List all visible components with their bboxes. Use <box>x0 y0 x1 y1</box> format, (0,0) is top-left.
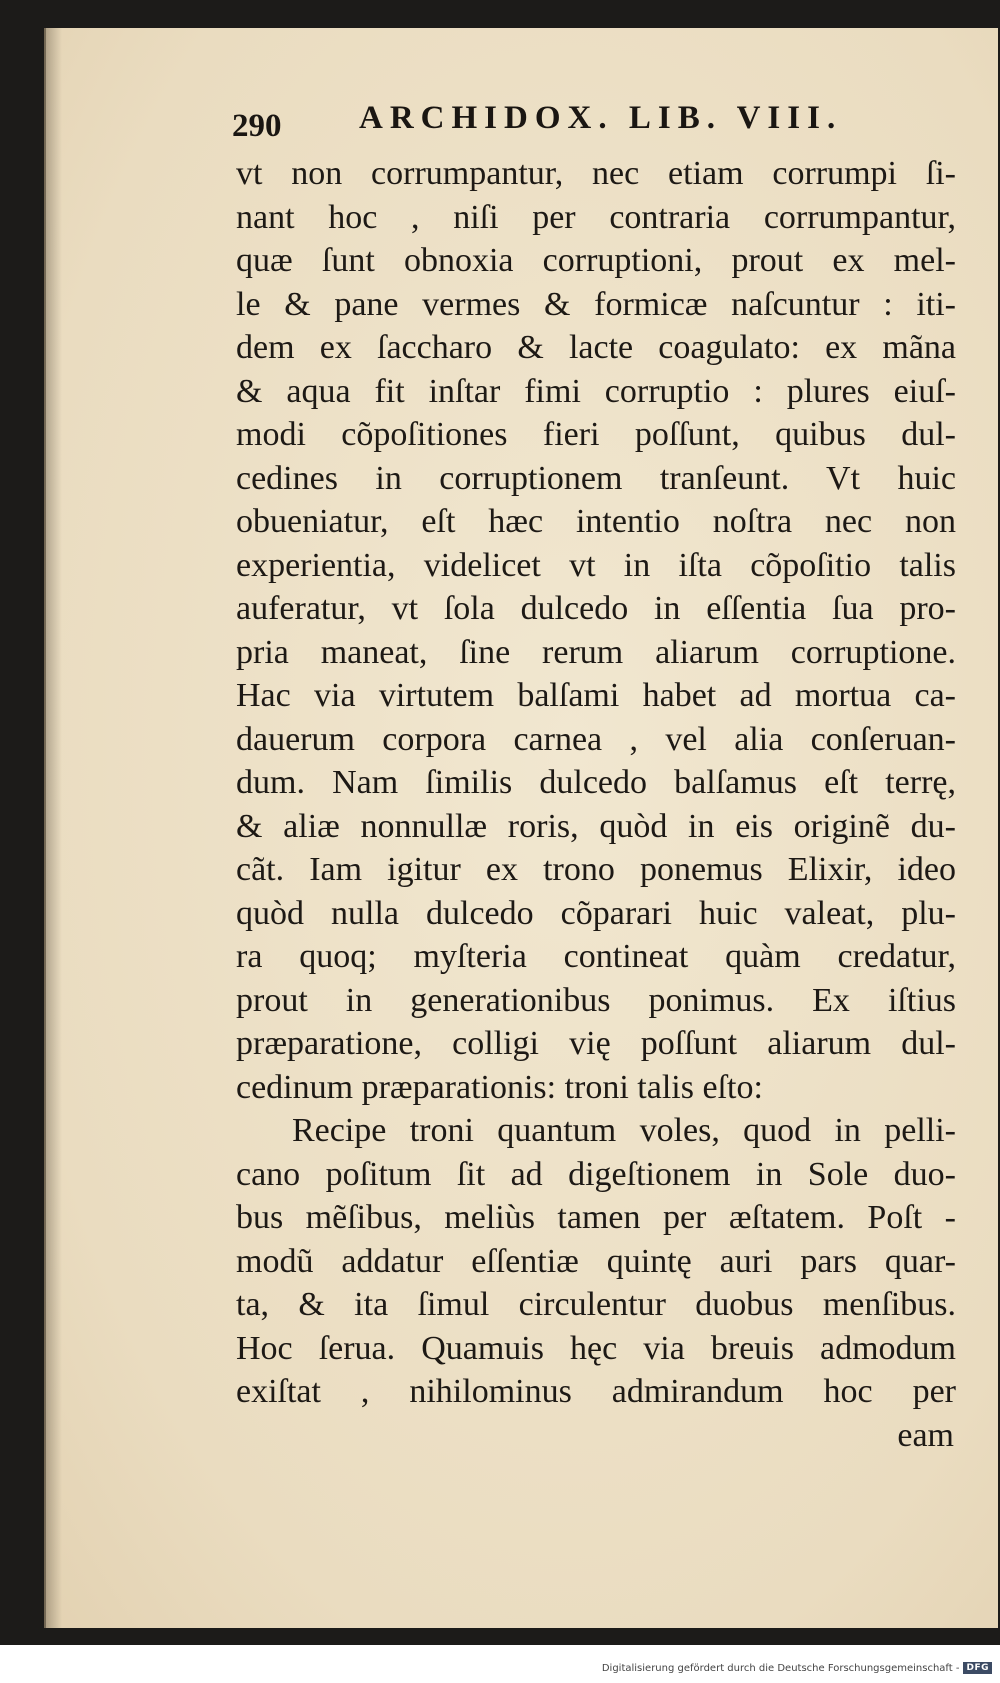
page-number: 290 <box>232 108 282 144</box>
paragraph-start-line: Recipe troni quantum voles, quod in pelli- <box>292 1112 956 1149</box>
text-line: exiſtat , nihilominus admirandum hoc per <box>236 1373 956 1410</box>
text-line: & aliæ nonnullæ roris, quòd in eis originẽ du- <box>236 807 956 845</box>
text-line: nant hoc , niſi per contraria corrumpantur, <box>236 198 956 236</box>
text-line: prout in generationibus ponimus. Ex iſtius <box>236 981 956 1019</box>
text-line: quòd nulla dulcedo cõparari huic valeat, plu- <box>236 894 956 932</box>
text-line: præparatione, colligi vię poſſunt aliarum dul- <box>236 1025 956 1062</box>
text-line: obueniatur, eſt hæc intentio noſtra nec non <box>236 503 956 540</box>
page-gutter-shadow <box>44 28 62 1628</box>
text-line: cano poſitum ſit ad digeſtionem in Sole duo- <box>236 1155 956 1193</box>
dfg-logo: DFG <box>963 1662 992 1674</box>
text-line: dem ex ſaccharo & lacte coagulato: ex mãna <box>236 329 956 366</box>
text-line: auferatur, vt ſola dulcedo in eſſentia ſua pro- <box>236 590 956 627</box>
text-line: le & pane vermes & formicæ naſcuntur : iti- <box>236 285 956 323</box>
text-line: cedinum præparationis: troni talis eſto: <box>236 1068 763 1106</box>
text-line: & aqua fit inſtar fimi corruptio : plures eiuſ- <box>236 372 956 410</box>
text-line: ra quoq; myſteria contineat quàm credatur, <box>236 938 956 975</box>
text-line: vt non corrumpantur, nec etiam corrumpi ſi- <box>236 155 956 192</box>
text-line: cedines in corruptionem tranſeunt. Vt huic <box>236 459 956 497</box>
text-line: cãt. Iam igitur ex trono ponemus Elixir, ideo <box>236 851 956 888</box>
footer-credit: Digitalisierung gefördert durch die Deutsche Forschungsgemeinschaft - <box>601 1662 960 1674</box>
text-line: quæ ſunt obnoxia corruptioni, prout ex mel- <box>236 242 956 279</box>
text-line: dum. Nam ſimilis dulcedo balſamus eſt terrę, <box>236 764 956 801</box>
text-line: dauerum corpora carnea , vel alia conſeruan- <box>236 720 956 758</box>
text-line: ta, & ita ſimul circulentur duobus menſibus. <box>236 1286 956 1323</box>
text-line: Hac via virtutem balſami habet ad mortua ca- <box>236 677 956 714</box>
text-line: modũ addatur eſſentiæ quintę auri pars quar- <box>236 1242 956 1280</box>
running-head-title: ARCHIDOX. LIB. VIII. <box>359 100 843 136</box>
digitization-footer <box>602 1662 992 1674</box>
text-line: pria maneat, ſine rerum aliarum corruptione. <box>236 633 956 671</box>
text-line: experientia, videlicet vt in iſta cõpoſitio talis <box>236 546 956 584</box>
text-line: bus mẽſibus, meliùs tamen per æſtatem. Poſt - <box>236 1199 956 1236</box>
body-text <box>236 152 956 1457</box>
text-line: Hoc ſerua. Quamuis hęc via breuis admodum <box>236 1329 956 1367</box>
running-head <box>232 100 872 148</box>
catchword: eam <box>897 1416 954 1454</box>
text-line: modi cõpoſitiones fieri poſſunt, quibus dul- <box>236 416 956 453</box>
